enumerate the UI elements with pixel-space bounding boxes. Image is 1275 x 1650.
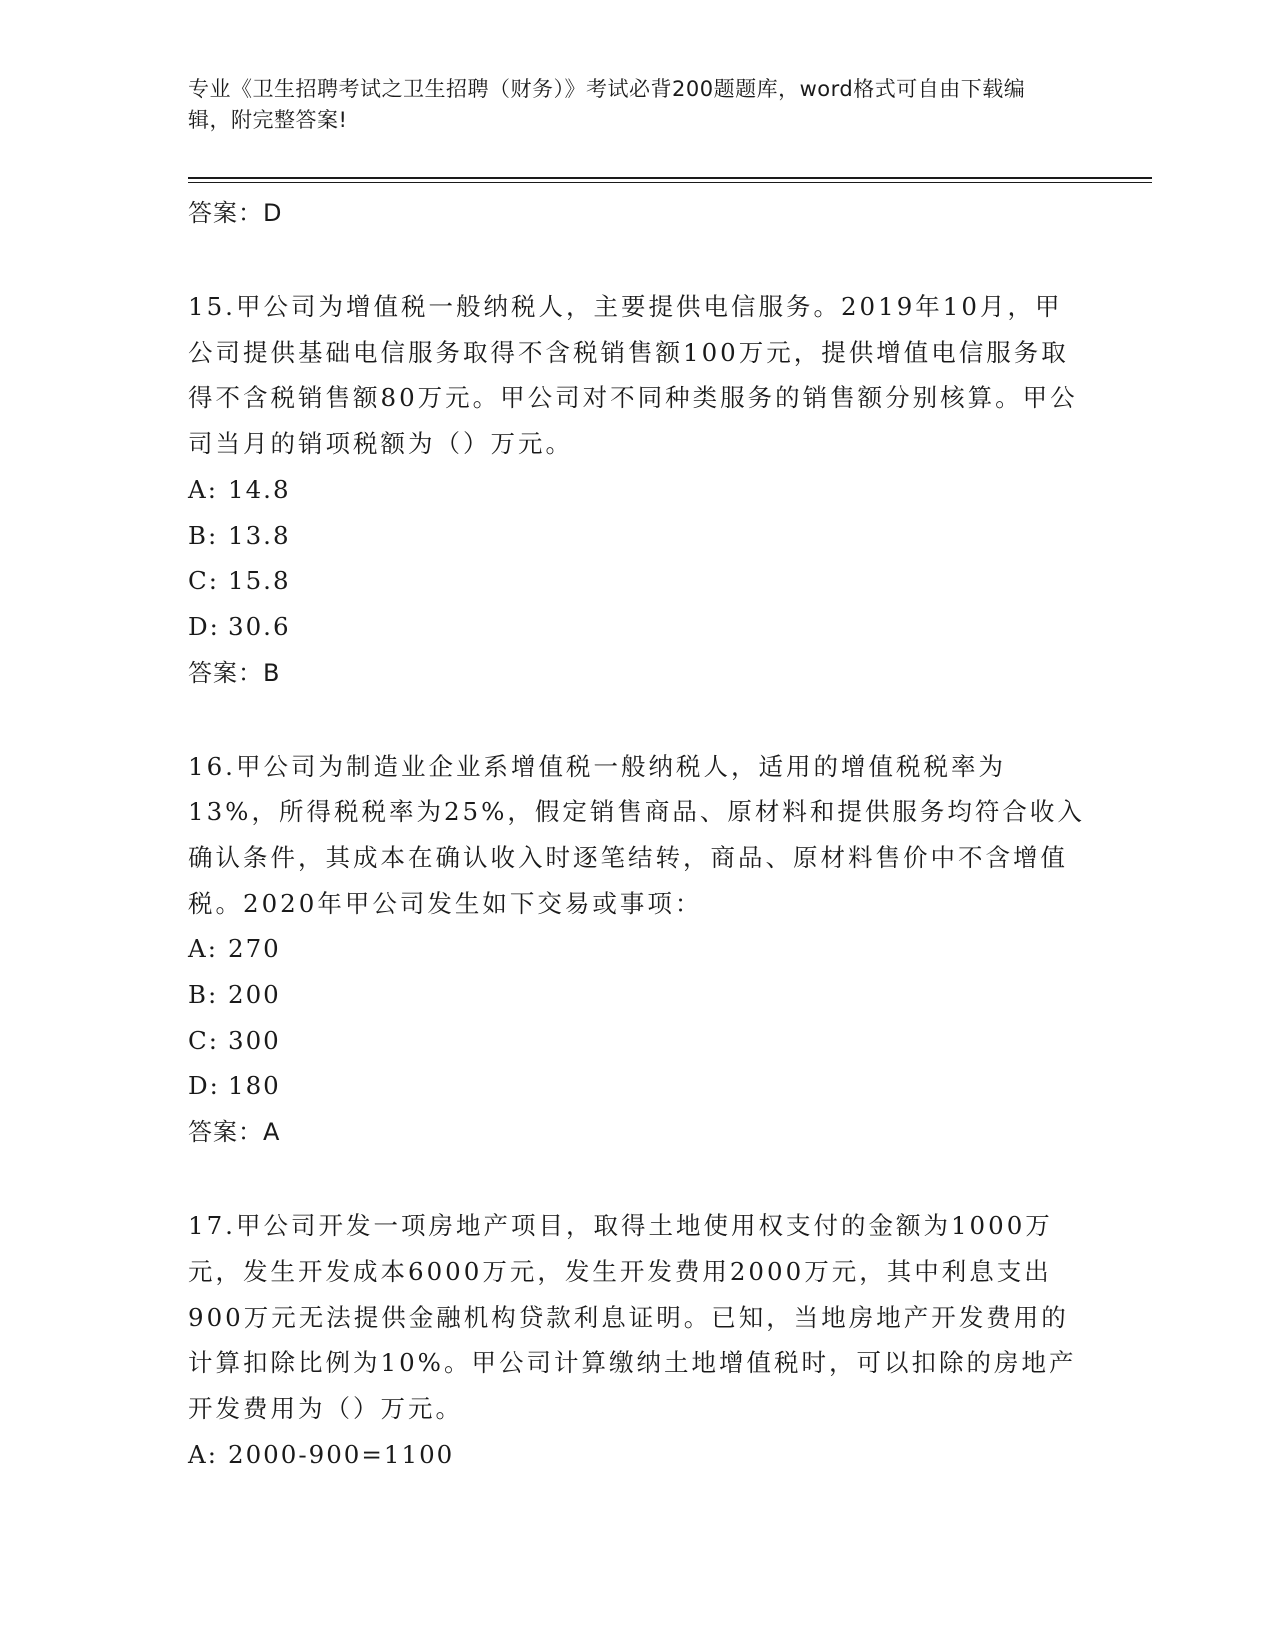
- option-text: 200: [228, 980, 281, 1010]
- answer-line: 答案：B: [188, 658, 281, 687]
- option-text: 2000-900=1100: [228, 1439, 455, 1469]
- question-15: [188, 284, 1088, 696]
- document-header: 专业《卫生招聘考试之卫生招聘（财务）》考试必背200题题库，word格式可自由下载编辑，附完整答案!: [188, 77, 1026, 132]
- option-letter: A:: [188, 474, 218, 504]
- option-c: [188, 1018, 1088, 1064]
- question-list: [188, 190, 1088, 1477]
- option-text: 300: [228, 1025, 281, 1055]
- option-text: 14.8: [228, 474, 291, 504]
- spacer: [188, 236, 1088, 278]
- option-letter: C:: [188, 1025, 220, 1055]
- option-text: 15.8: [228, 566, 291, 596]
- option-letter: D:: [188, 611, 220, 641]
- option-a: [188, 926, 1088, 972]
- option-a: [188, 1432, 1088, 1478]
- option-d: [188, 604, 1088, 650]
- question-16: [188, 744, 1088, 1156]
- option-letter: B:: [188, 980, 219, 1010]
- option-c: [188, 558, 1088, 604]
- option-a: [188, 467, 1088, 513]
- question-stem: 15.甲公司为增值税一般纳税人，主要提供电信服务。2019年10月，甲公司提供基础电信服务取得不含税销售额100万元，提供增值电信服务取得不含税销售额80万元。甲公司对不同种类服务的销售额分别核算。甲公司当月的销项税额为（）万元。: [188, 292, 1078, 459]
- question-17: [188, 1203, 1088, 1477]
- option-text: 270: [228, 934, 281, 964]
- option-text: 30.6: [228, 611, 291, 641]
- option-text: 180: [228, 1071, 281, 1101]
- spacer: [188, 696, 1088, 738]
- question-stem: 17.甲公司开发一项房地产项目，取得土地使用权支付的金额为1000万元，发生开发成本6000万元，发生开发费用2000万元，其中利息支出900万元无法提供金融机构贷款利息证明。已知，当地房地产开发费用的计算扣除比例为10%。甲公司计算缴纳土地增值税时，可以扣除的房地产开发费用为（）万元。: [188, 1211, 1077, 1423]
- option-d: [188, 1063, 1088, 1109]
- header-divider-thick: [188, 177, 1152, 179]
- option-letter: D:: [188, 1071, 220, 1101]
- spacer: [188, 1155, 1088, 1197]
- option-letter: C:: [188, 566, 220, 596]
- option-letter: A:: [188, 1439, 218, 1469]
- option-text: 13.8: [228, 520, 291, 550]
- option-b: [188, 513, 1088, 559]
- option-letter: A:: [188, 934, 218, 964]
- option-letter: B:: [188, 520, 219, 550]
- question-stem: 16.甲公司为制造业企业系增值税一般纳税人，适用的增值税税率为13%，所得税税率为25%，假定销售商品、原材料和提供服务均符合收入确认条件，其成本在确认收入时逐笔结转，商品、原材料售价中不含增值税。2020年甲公司发生如下交易或事项：: [188, 751, 1085, 918]
- answer-line: 答案：A: [188, 1118, 281, 1147]
- option-b: [188, 972, 1088, 1018]
- answer-line: 答案：D: [188, 199, 283, 227]
- header-divider-thin: [188, 182, 1152, 183]
